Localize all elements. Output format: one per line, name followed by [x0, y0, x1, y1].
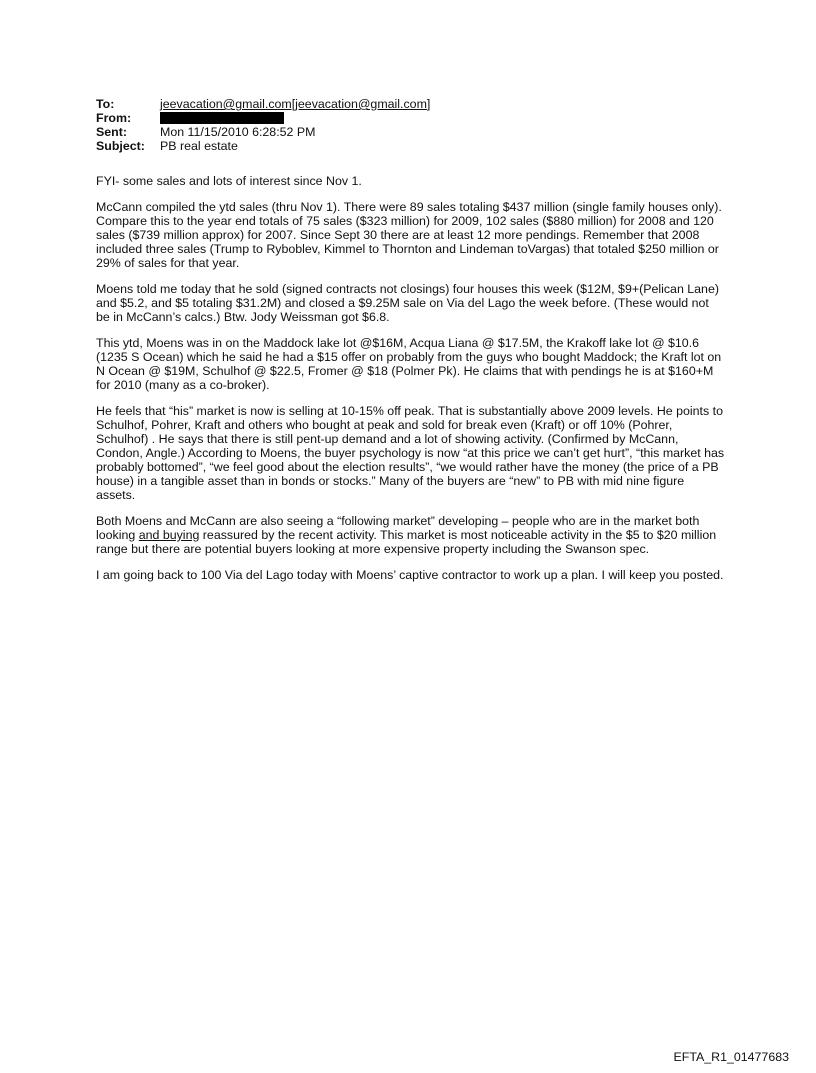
body-paragraph-1: FYI- some sales and lots of interest since Nov 1. — [96, 174, 362, 188]
subject-label: Subject: — [96, 139, 145, 153]
subject-value: PB real estate — [160, 139, 238, 153]
email-header — [96, 97, 430, 153]
body-paragraph-6 — [96, 514, 726, 556]
from-label: From: — [96, 111, 132, 125]
to-label: To: — [96, 97, 115, 111]
body-paragraph-4: This ytd, Moens was in on the Maddock lake lot @$16M, Acqua Liana @ $17.5M, the Krakoff lake lot @ $10.6 (1235 S Ocean) which he said he had a $15 offer on probably from the guys who bought Maddock; the Kraft lot on N Ocean @ $19M, Schulhof @ $22.5, Fromer @ $18 (Polmer Pk). He claims that with pendings he is at $160+M for 2010 (many as a co-broker). — [96, 336, 722, 392]
sent-value: Mon 11/15/2010 6:28:52 PM — [160, 125, 316, 139]
to-value[interactable]: jeevacation@gmail.com[jeevacation@gmail.com] — [160, 97, 431, 111]
email-body — [96, 174, 726, 594]
p6-underlined-text: and buying — [138, 528, 200, 542]
subject-row — [96, 139, 430, 153]
p6-text-after: reassured by the recent activity. This market is most noticeable activity in the $5 to $20 million range but there are potential buyers looking at more expensive property including the Swanson spec. — [96, 528, 717, 556]
to-row — [96, 97, 430, 111]
p6-text-before: Both Moens and McCann are also seeing a “following market” developing – people who are in the market both looking — [96, 514, 700, 542]
redaction-bar — [160, 112, 284, 124]
sent-label: Sent: — [96, 125, 127, 139]
body-paragraph-5: He feels that “his” market is now is selling at 10-15% off peak. That is substantially above 2009 levels. He points to Schulhof, Pohrer, Kraft and others who bought at peak and sold for break even (Kraft) or off 10% (Pohrer, Schulhof) . He says that there is still pent-up demand and a lot of showing activity. (Confirmed by McCann, Condon, Angle.) According to Moens, the buyer psychology is now “at this price we can’t get hurt”, “this market has probably bottomed”, “we feel good about the election results”, “we would rather have the money (the price of a PB house) in a tangible asset than in bonds or stocks.” Many of the buyers are “new” to PB with mid nine figure assets. — [96, 404, 725, 502]
sent-row — [96, 125, 430, 139]
from-row — [96, 111, 430, 125]
body-paragraph-7: I am going back to 100 Via del Lago today with Moens’ captive contractor to work up a plan. I will keep you posted. — [96, 568, 724, 582]
body-paragraph-2: McCann compiled the ytd sales (thru Nov 1). There were 89 sales totaling $437 million (single family houses only). Compare this to the year end totals of 75 sales ($323 million) for 2009, 102 sales ($880 million) for 2008 and 120 sales ($739 million approx) for 2007. Since Sept 30 there are at least 12 more pendings. Remember that 2008 included three sales (Trump to Ryboblev, Kimmel to Thornton and Lindeman toVargas) that totaled $250 million or 29% of sales for that year. — [96, 200, 722, 270]
document-id: EFTA_R1_01477683 — [673, 1050, 789, 1064]
body-paragraph-3: Moens told me today that he sold (signed contracts not closings) four houses this week ($12M, $9+(Pelican Lane) and $5.2, and $5 totaling $31.2M) and closed a $9.25M sale on Via del Lago the week before. (These would not be in McCann’s calcs.) Btw. Jody Weissman got $6.8. — [96, 282, 719, 324]
